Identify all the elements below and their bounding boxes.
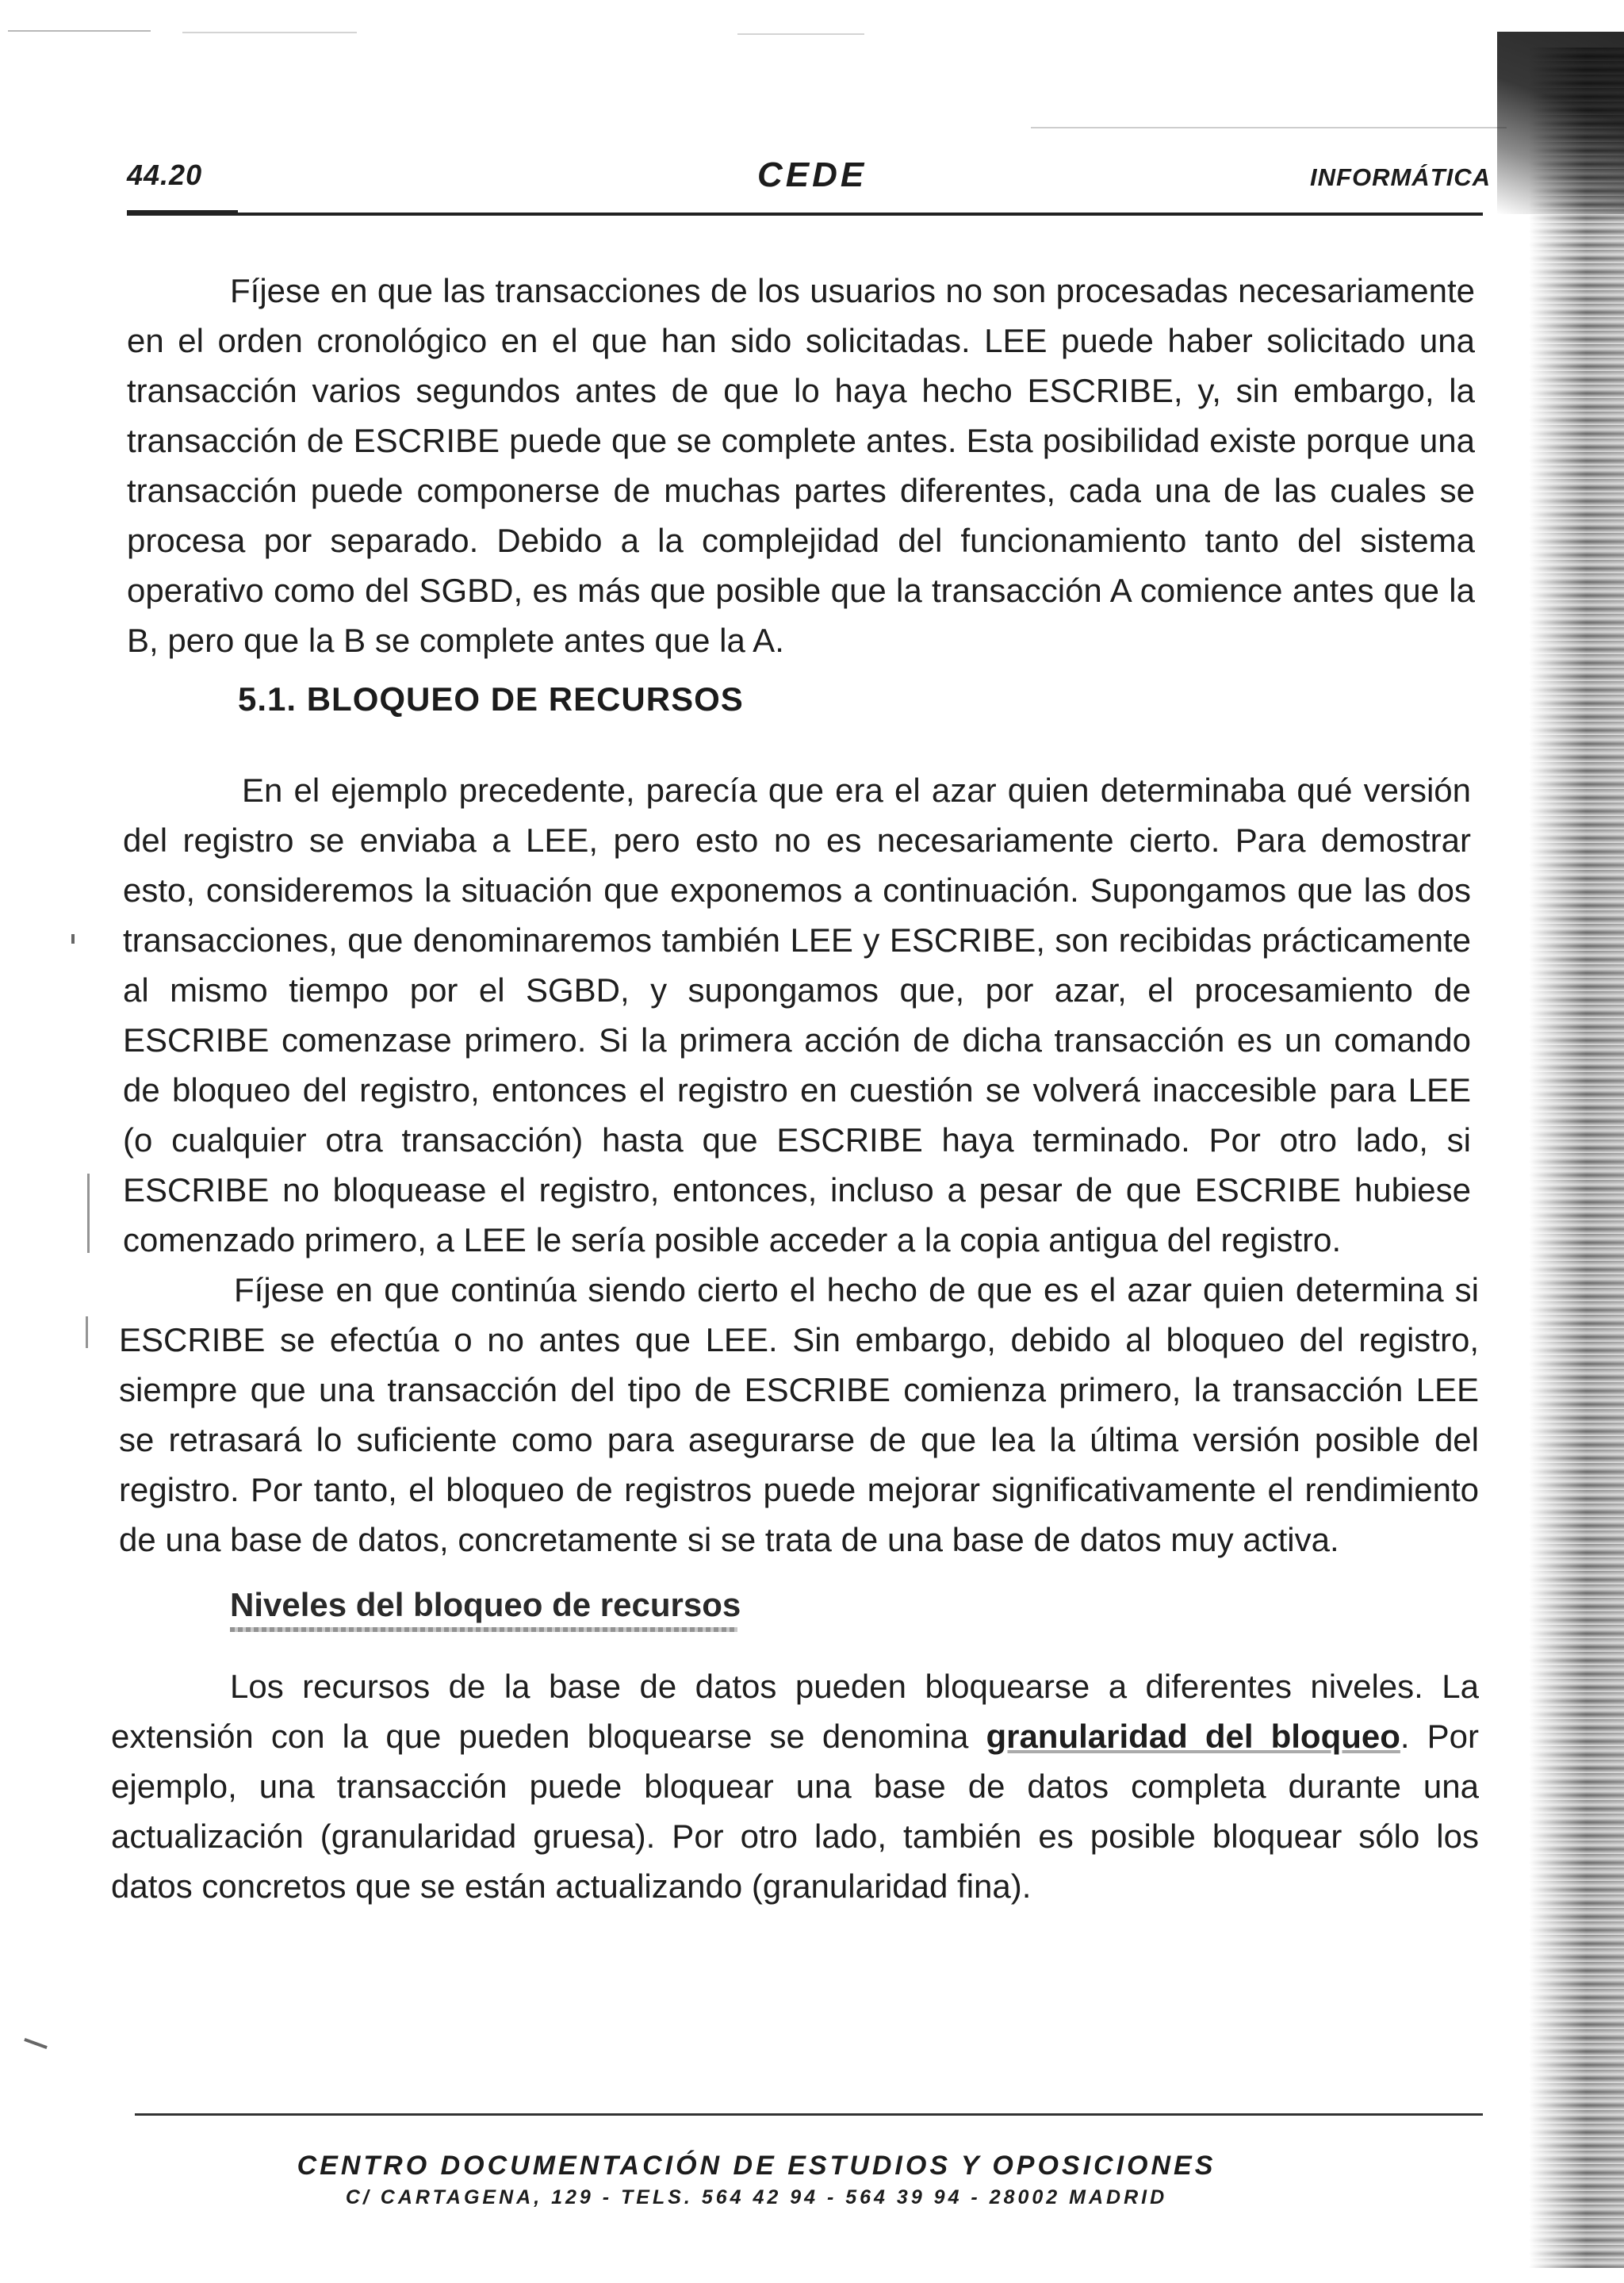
scan-artifact-line [8, 30, 151, 32]
footer-address: C/ CARTAGENA, 129 - TELS. 564 42 94 - 564 39 94 - 28002 MADRID [345, 2186, 1168, 2208]
header-rule [127, 213, 1483, 216]
subsection-heading: Niveles del bloqueo de recursos [230, 1586, 741, 1623]
paragraph-text-end: . Por ejemplo, una transacción puede bloquear una base de datos completa durante una actualización (granularidad gruesa). Por otro lado, también es posible bloquear sólo los datos concretos que se están actualizando (granularidad fina). [111, 1718, 1479, 1905]
scan-artifact-line [1031, 127, 1507, 128]
margin-mark [86, 1316, 88, 1348]
scan-artifact-line [182, 32, 357, 33]
section-heading: 5.1. BLOQUEO DE RECURSOS [238, 680, 744, 718]
key-term: granularidad del bloqueo [986, 1718, 1400, 1755]
footer-organization: CENTRO DOCUMENTACIÓN DE ESTUDIOS Y OPOSICIONES [297, 2151, 1216, 2181]
page-number: 44.20 [127, 159, 203, 191]
paragraph-text-start: Los recursos de la base de datos pueden bloquearse a diferentes niveles. La extensión con la que pueden bloquearse se denomina [111, 1668, 1479, 1755]
section-title: INFORMÁTICA [1310, 163, 1491, 191]
paragraph-text: Fíjese en que las transacciones de los usuarios no son procesadas necesariamente en el orden cronológico en el que han sido solicitadas. LEE puede haber solicitado una transacción varios segundos antes de que lo haya hecho ESCRIBE, y, sin embargo, la transacción de ESCRIBE puede que se complete antes. Esta posibilidad existe porque una transacción puede componerse de muchas partes diferentes, cada una de las cuales se procesa por separado. Debido a la complejidad del funcionamiento tanto del sistema operativo como del SGBD, es más que posible que la transacción A comience antes que la B, pero que la B se complete antes que la A. [127, 272, 1475, 659]
margin-mark [24, 2038, 48, 2049]
footer-rule [135, 2113, 1483, 2116]
page-header [127, 155, 1491, 206]
paragraph-4 [111, 1661, 1479, 1911]
paragraph-text: Fíjese en que continúa siendo cierto el hecho de que es el azar quien determina si ESCRIBE se efectúa o no antes que LEE. Sin embargo, debido al bloqueo del registro, siempre que una transacción del tipo de ESCRIBE comienza primero, la transacción LEE se retrasará lo suficiente como para asegurarse de que lea la última versión posible del registro. Por tanto, el bloqueo de registros puede mejorar significativamente el rendimiento de una base de datos, concretamente si se trata de una base de datos muy activa. [119, 1271, 1479, 1558]
paragraph-1 [127, 266, 1475, 665]
paragraph-3 [119, 1265, 1479, 1565]
margin-mark [71, 934, 75, 944]
scan-artifact-line [737, 33, 864, 35]
margin-mark [87, 1174, 90, 1253]
paragraph-text: En el ejemplo precedente, parecía que era el azar quien determinaba qué versión del registro se enviaba a LEE, pero esto no es necesariamente cierto. Para demostrar esto, consideremos la situación que exponemos a continuación. Supongamos que las dos transacciones, que denominaremos también LEE y ESCRIBE, son recibidas prácticamente al mismo tiempo por el SGBD, y supongamos que, por azar, el procesamiento de ESCRIBE comenzase primero. Si la primera acción de dicha transacción es un comando de bloqueo del registro, entonces el registro en cuestión se volverá inaccesible para LEE (o cualquier otra transacción) hasta que ESCRIBE haya terminado. Por otro lado, si ESCRIBE no bloquease el registro, entonces, incluso a pesar de que ESCRIBE hubiese comenzado primero, a LEE le sería posible acceder a la copia antigua del registro. [123, 772, 1471, 1258]
subsection-underline [230, 1627, 737, 1632]
paragraph-2 [123, 765, 1471, 1265]
scan-edge-shadow [1529, 48, 1624, 2268]
brand-title: CEDE [757, 155, 868, 194]
